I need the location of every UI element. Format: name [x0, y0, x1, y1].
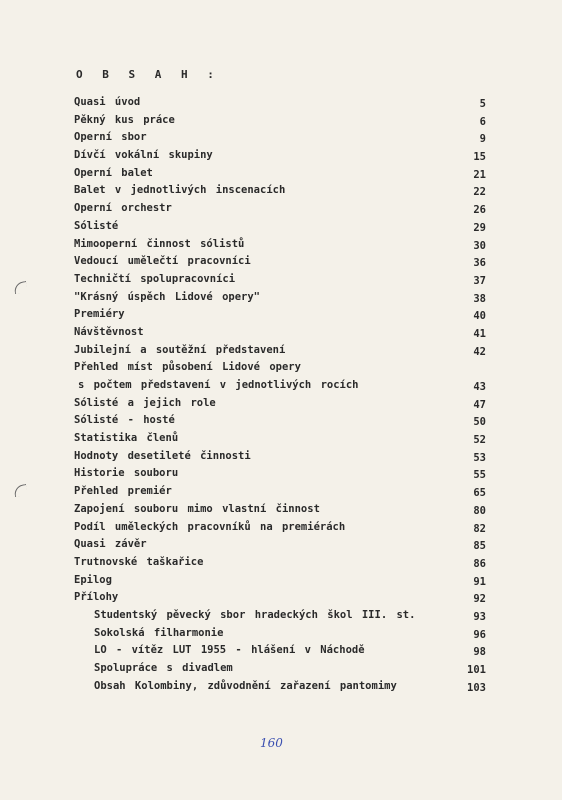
toc-entry-title: "Krásný úspěch Lidové opery" [74, 290, 261, 303]
toc-entry-page: 85 [473, 540, 486, 553]
toc-entry-page: 15 [473, 151, 486, 164]
toc-entry [74, 428, 486, 446]
punch-hole-mark [13, 484, 28, 497]
toc-entry [74, 446, 486, 464]
toc-entry [74, 570, 486, 588]
toc-entry-page: 96 [473, 628, 486, 641]
toc-entry [74, 481, 486, 499]
toc-entry [74, 163, 486, 181]
toc-subentry [74, 640, 486, 658]
toc-entry [74, 127, 486, 145]
toc-entry-page: 42 [473, 345, 486, 358]
toc-entry-page: 38 [473, 292, 486, 305]
toc-entry-page: 9 [479, 133, 486, 146]
toc-entry [74, 322, 486, 340]
toc-entry-title: Trutnovské taškařice [74, 555, 204, 568]
toc-entry-title: Přehled míst působení Lidové opery [74, 361, 301, 374]
toc-entry-page: 36 [473, 257, 486, 270]
toc-entry [74, 410, 486, 428]
toc-entry-title: Epilog [74, 573, 112, 586]
toc-entry-title: Pěkný kus práce [74, 113, 175, 126]
toc-entry [74, 463, 486, 481]
toc-entry-continuation [74, 375, 486, 393]
toc-entry-title: Přehled premiér [74, 485, 172, 498]
toc-entry-page: 65 [473, 487, 486, 500]
toc-entry [74, 110, 486, 128]
toc-entry-title: Zapojení souboru mimo vlastní činnost [74, 502, 320, 515]
toc-entry-title: Spolupráce s divadlem [94, 662, 233, 674]
toc-entry-page: 37 [473, 274, 486, 287]
toc-entry-title: Mimooperní činnost sólistů [74, 237, 245, 250]
toc-entry-title: Balet v jednotlivých inscenacích [74, 184, 286, 197]
toc-entry-page: 47 [473, 398, 486, 411]
toc-entry-title: Techničtí spolupracovníci [74, 272, 236, 285]
toc-entry-title: Sokolská filharmonie [94, 626, 224, 639]
toc-entry-page: 92 [473, 593, 486, 606]
toc-entry-title: Quasi závěr [74, 538, 147, 551]
toc-entry-title: Operní orchestr [74, 202, 172, 215]
toc-subentry [74, 605, 486, 623]
toc-subentry [74, 658, 486, 676]
handwritten-page-number: 160 [260, 736, 283, 750]
toc-entry-page: 29 [473, 221, 486, 234]
toc-entry [74, 357, 486, 375]
toc-entry [74, 198, 486, 216]
toc-entry-title: Návštěvnost [74, 325, 144, 338]
toc-entry-title: Operní sbor [74, 131, 147, 144]
toc-subentry [74, 676, 486, 694]
page-title: O B S A H : [76, 68, 221, 81]
toc-entry-title: Studentský pěvecký sbor hradeckých škol III. st. [94, 608, 416, 621]
toc-entry [74, 145, 486, 163]
toc-entry [74, 180, 486, 198]
toc-entry-page: 52 [473, 434, 486, 447]
toc-entry-page: 101 [467, 664, 486, 676]
toc-entry-title: Historie souboru [74, 467, 179, 480]
toc-entry-page: 30 [473, 239, 486, 252]
toc-entry [74, 340, 486, 358]
toc-entry [74, 234, 486, 252]
toc-entry-page: 82 [473, 522, 486, 535]
toc-entry-page: 6 [479, 115, 486, 128]
toc-entry-page: 98 [473, 646, 486, 659]
toc-entry-title: Premiéry [74, 308, 125, 321]
toc-entry [74, 499, 486, 517]
toc-entry-title: Obsah Kolombiny, zdůvodnění zařazení pantomimy [94, 679, 397, 692]
toc-entry-title: Sólisté a jejich role [74, 396, 216, 409]
toc-entry [74, 304, 486, 322]
toc-entry-title: Sólisté [74, 219, 119, 232]
toc-entry-title: Operní balet [74, 166, 153, 179]
toc-entry-page: 86 [473, 557, 486, 570]
toc-entry-title: Statistika členů [74, 432, 179, 445]
toc-entry-page: 55 [473, 469, 486, 482]
toc-entry [74, 269, 486, 287]
toc-entry [74, 552, 486, 570]
toc-entry-page: 50 [473, 416, 486, 429]
toc-entry-title: Podíl uměleckých pracovníků na premiérách [74, 520, 346, 533]
toc-entry-page: 22 [473, 186, 486, 199]
toc-entry-title: Dívčí vokální skupiny [74, 149, 213, 162]
toc-entry-title: Sólisté - hosté [74, 414, 175, 427]
toc-entry-page: 40 [473, 310, 486, 323]
toc-entry-page: 43 [473, 381, 486, 393]
toc-entry-page: 91 [473, 575, 486, 588]
toc-entry-page: 5 [479, 98, 486, 110]
toc-entry-title: Přílohy [74, 591, 119, 604]
toc-entry [74, 587, 486, 605]
toc-entry-title: Quasi úvod [74, 96, 141, 108]
toc-entry-title: Hodnoty desetileté činnosti [74, 449, 251, 462]
toc-entry [74, 216, 486, 234]
toc-entry-title: Vedoucí umělečtí pracovníci [74, 255, 251, 268]
toc-entry-page: 26 [473, 204, 486, 217]
toc-entry [74, 287, 486, 305]
table-of-contents [74, 92, 486, 693]
toc-entry-page: 53 [473, 451, 486, 464]
toc-entry-title: s počtem představení v jednotlivých rocích [78, 379, 359, 391]
toc-entry-title: LO - vítěz LUT 1955 - hlášení v Náchodě [94, 644, 365, 657]
toc-entry [74, 517, 486, 535]
toc-entry [74, 251, 486, 269]
toc-entry [74, 92, 486, 110]
toc-entry-page: 41 [473, 327, 486, 340]
toc-entry [74, 393, 486, 411]
toc-entry-page: 93 [473, 610, 486, 623]
toc-entry [74, 534, 486, 552]
toc-subentry [74, 623, 486, 641]
toc-entry-page: 21 [473, 168, 486, 181]
toc-entry-page: 103 [467, 681, 486, 694]
punch-hole-mark [13, 281, 28, 294]
toc-entry-page: 80 [473, 504, 486, 517]
toc-entry-title: Jubilejní a soutěžní představení [74, 343, 286, 356]
